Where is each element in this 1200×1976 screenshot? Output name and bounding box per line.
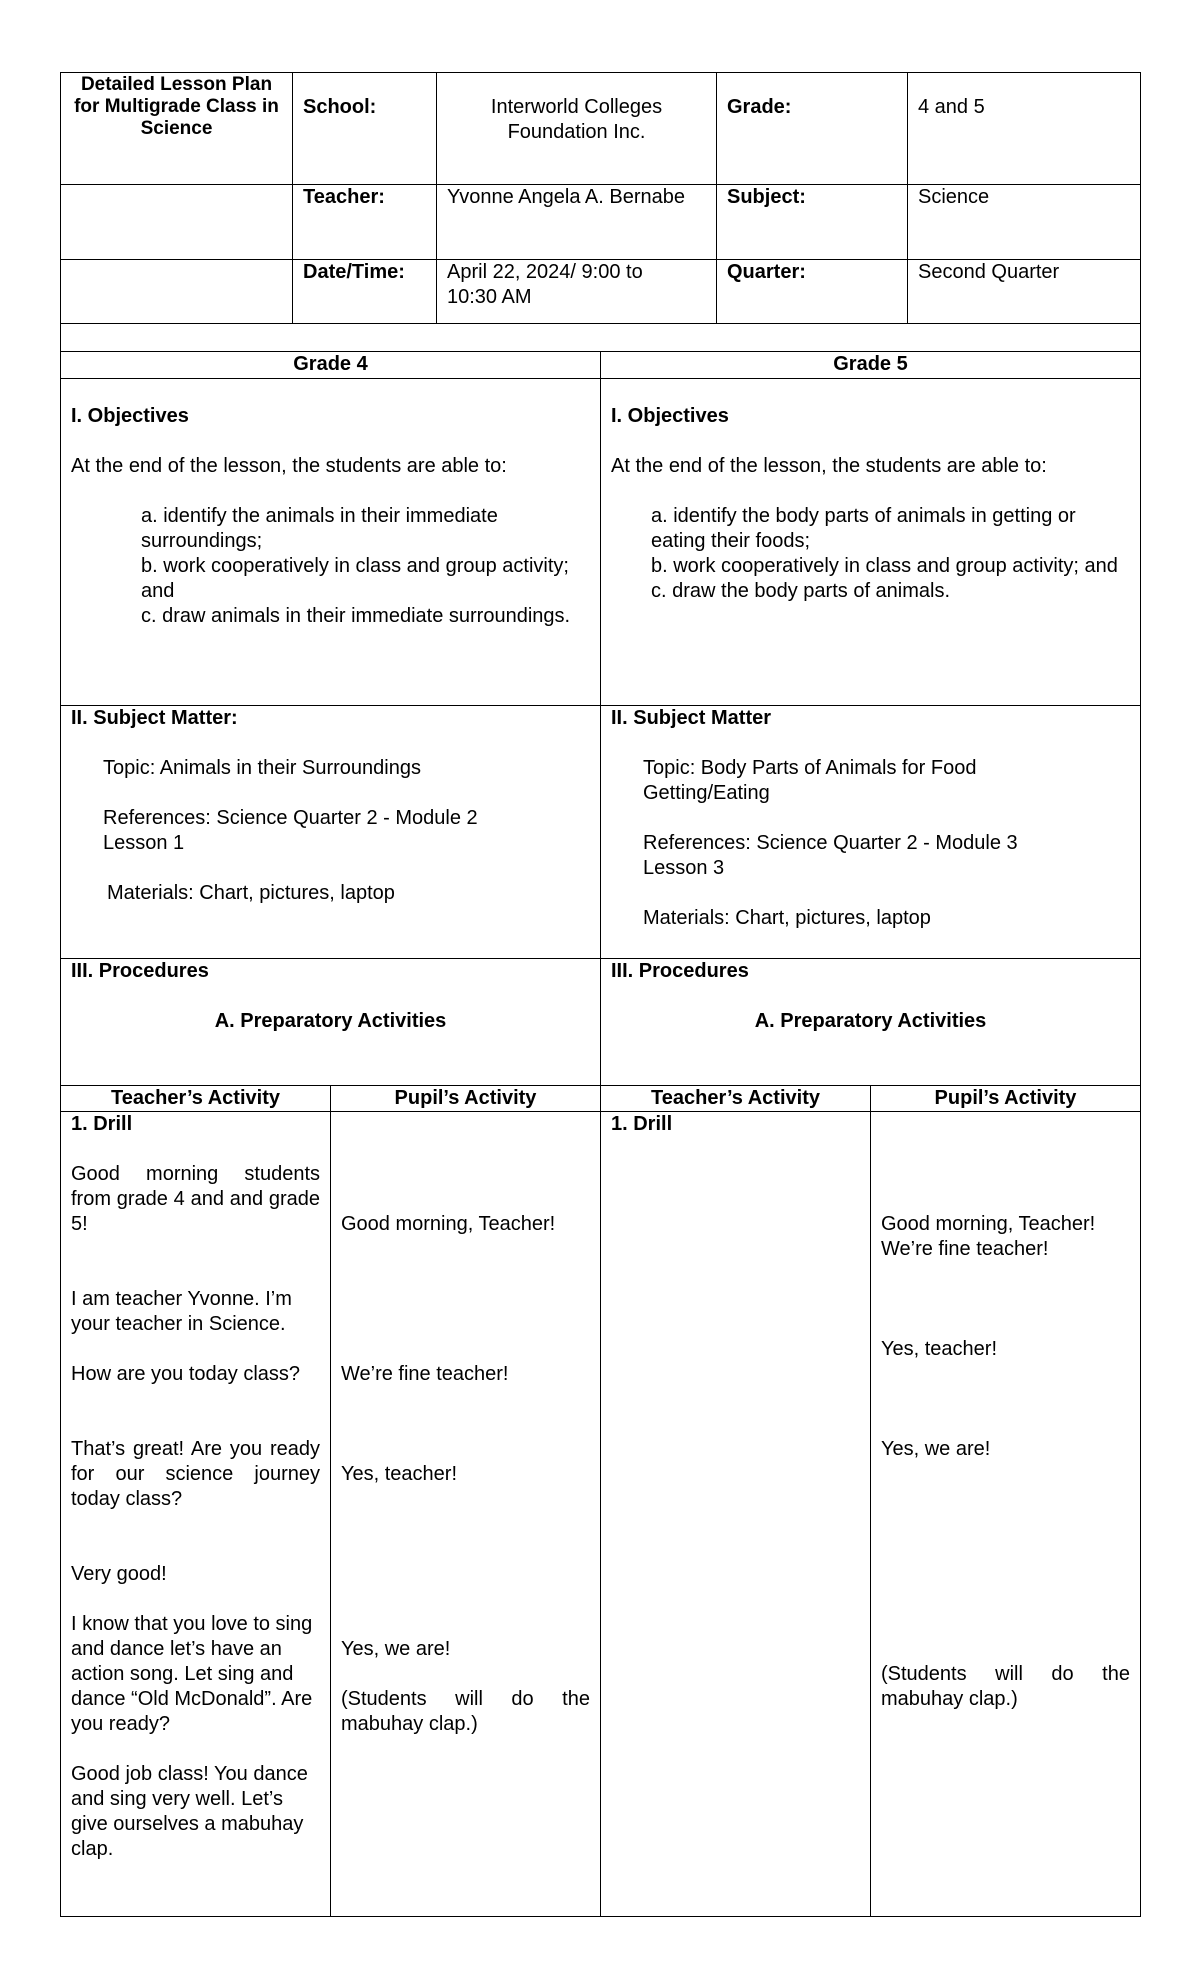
pupil-line: Yes, we are! [881,1438,991,1460]
subject-value: Science [908,185,1141,260]
teacher-line: That’s great! Are you ready for our science journey today class? [71,1438,320,1510]
grades-table [60,351,1141,1086]
school-label: School: [293,73,437,185]
grade4-procedures [61,959,601,1086]
header-blank-cell [61,185,293,260]
preparatory-heading: A. Preparatory Activities [754,1010,987,1032]
preparatory-heading: A. Preparatory Activities [214,1010,447,1032]
pupil-line: (Students will do the mabuhay clap.) [341,1688,590,1735]
grade5-teacher-activity [601,1112,871,1917]
datetime-label: Date/Time: [293,260,437,324]
teacher-activity-header: Teacher’s Activity [61,1086,331,1112]
objective-item: b. work cooperatively in class and group activity; and [141,555,569,602]
objectives-intro: At the end of the lesson, the students are able to: [71,455,507,477]
pupil-line: Good morning, Teacher! We’re fine teacher! [881,1213,1096,1260]
grade5-subject-matter [601,706,1141,959]
section-title: III. Procedures [611,960,749,982]
objective-item: c. draw the body parts of animals. [651,580,951,602]
grade-value: 4 and 5 [908,73,1141,185]
pupil-activity-header: Pupil’s Activity [331,1086,601,1112]
grade4-subject-matter [61,706,601,959]
quarter-label: Quarter: [717,260,908,324]
objective-item: a. identify the animals in their immediate surroundings; [141,505,498,552]
header-table [60,72,1141,352]
grade4-objectives [61,379,601,706]
pupil-line: Yes, teacher! [881,1338,998,1360]
subject-label: Subject: [717,185,908,260]
teacher-line: I know that you love to sing and dance let’s have an action song. Let sing and dance “Old McDonald”. Are you ready? [71,1613,313,1735]
school-value: Interworld Colleges Foundation Inc. [437,73,717,185]
objective-item: b. work cooperatively in class and group activity; and [651,555,1118,577]
materials: Materials: Chart, pictures, laptop [107,882,395,904]
lesson-plan-title: Detailed Lesson Plan for Multigrade Class in Science [61,73,293,185]
objectives-intro: At the end of the lesson, the students are able to: [611,455,1047,477]
grade4-teacher-activity [61,1112,331,1917]
grade5-heading: Grade 5 [601,352,1141,379]
grade5-objectives [601,379,1141,706]
references: References: Science Quarter 2 - Module 2 Lesson 1 [103,807,478,854]
pupil-line: Yes, we are! [341,1638,451,1660]
section-title: II. Subject Matter [611,707,772,729]
pupil-line: Good morning, Teacher! [341,1213,556,1235]
teacher-line: Good morning students from grade 4 and and grade 5! [71,1163,320,1235]
references: References: Science Quarter 2 - Module 3 Lesson 3 [643,832,1018,879]
grade4-heading: Grade 4 [61,352,601,379]
teacher-line: How are you today class? [71,1363,301,1385]
drill-title: 1. Drill [71,1113,133,1135]
quarter-value: Second Quarter [908,260,1141,324]
teacher-line: I am teacher Yvonne. I’m your teacher in Science. [71,1288,292,1335]
teacher-value: Yvonne Angela A. Bernabe [437,185,717,260]
teacher-line: Very good! [71,1563,167,1585]
activity-table [60,1085,1141,1917]
spacer-row [61,324,1141,352]
objective-item: c. draw animals in their immediate surroundings. [141,605,571,627]
grade5-procedures [601,959,1141,1086]
section-title: I. Objectives [611,405,729,427]
pupil-line: Yes, teacher! [341,1463,458,1485]
grade5-pupil-activity [871,1112,1141,1917]
topic: Topic: Body Parts of Animals for Food Getting/Eating [643,757,977,804]
teacher-line: Good job class! You dance and sing very well. Let’s give ourselves a mabuhay clap. [71,1763,308,1860]
pupil-line: We’re fine teacher! [341,1363,509,1385]
datetime-value: April 22, 2024/ 9:00 to 10:30 AM [437,260,717,324]
teacher-activity-header: Teacher’s Activity [601,1086,871,1112]
materials: Materials: Chart, pictures, laptop [643,907,931,929]
header-blank-cell [61,260,293,324]
teacher-label: Teacher: [293,185,437,260]
drill-title: 1. Drill [611,1113,673,1135]
pupil-activity-header: Pupil’s Activity [871,1086,1141,1112]
section-title: II. Subject Matter: [71,707,238,729]
topic: Topic: Animals in their Surroundings [103,757,421,779]
grade4-pupil-activity [331,1112,601,1917]
grade-label: Grade: [717,73,908,185]
pupil-line: (Students will do the mabuhay clap.) [881,1663,1130,1710]
section-title: III. Procedures [71,960,209,982]
section-title: I. Objectives [71,405,189,427]
objective-item: a. identify the body parts of animals in getting or eating their foods; [651,505,1076,552]
